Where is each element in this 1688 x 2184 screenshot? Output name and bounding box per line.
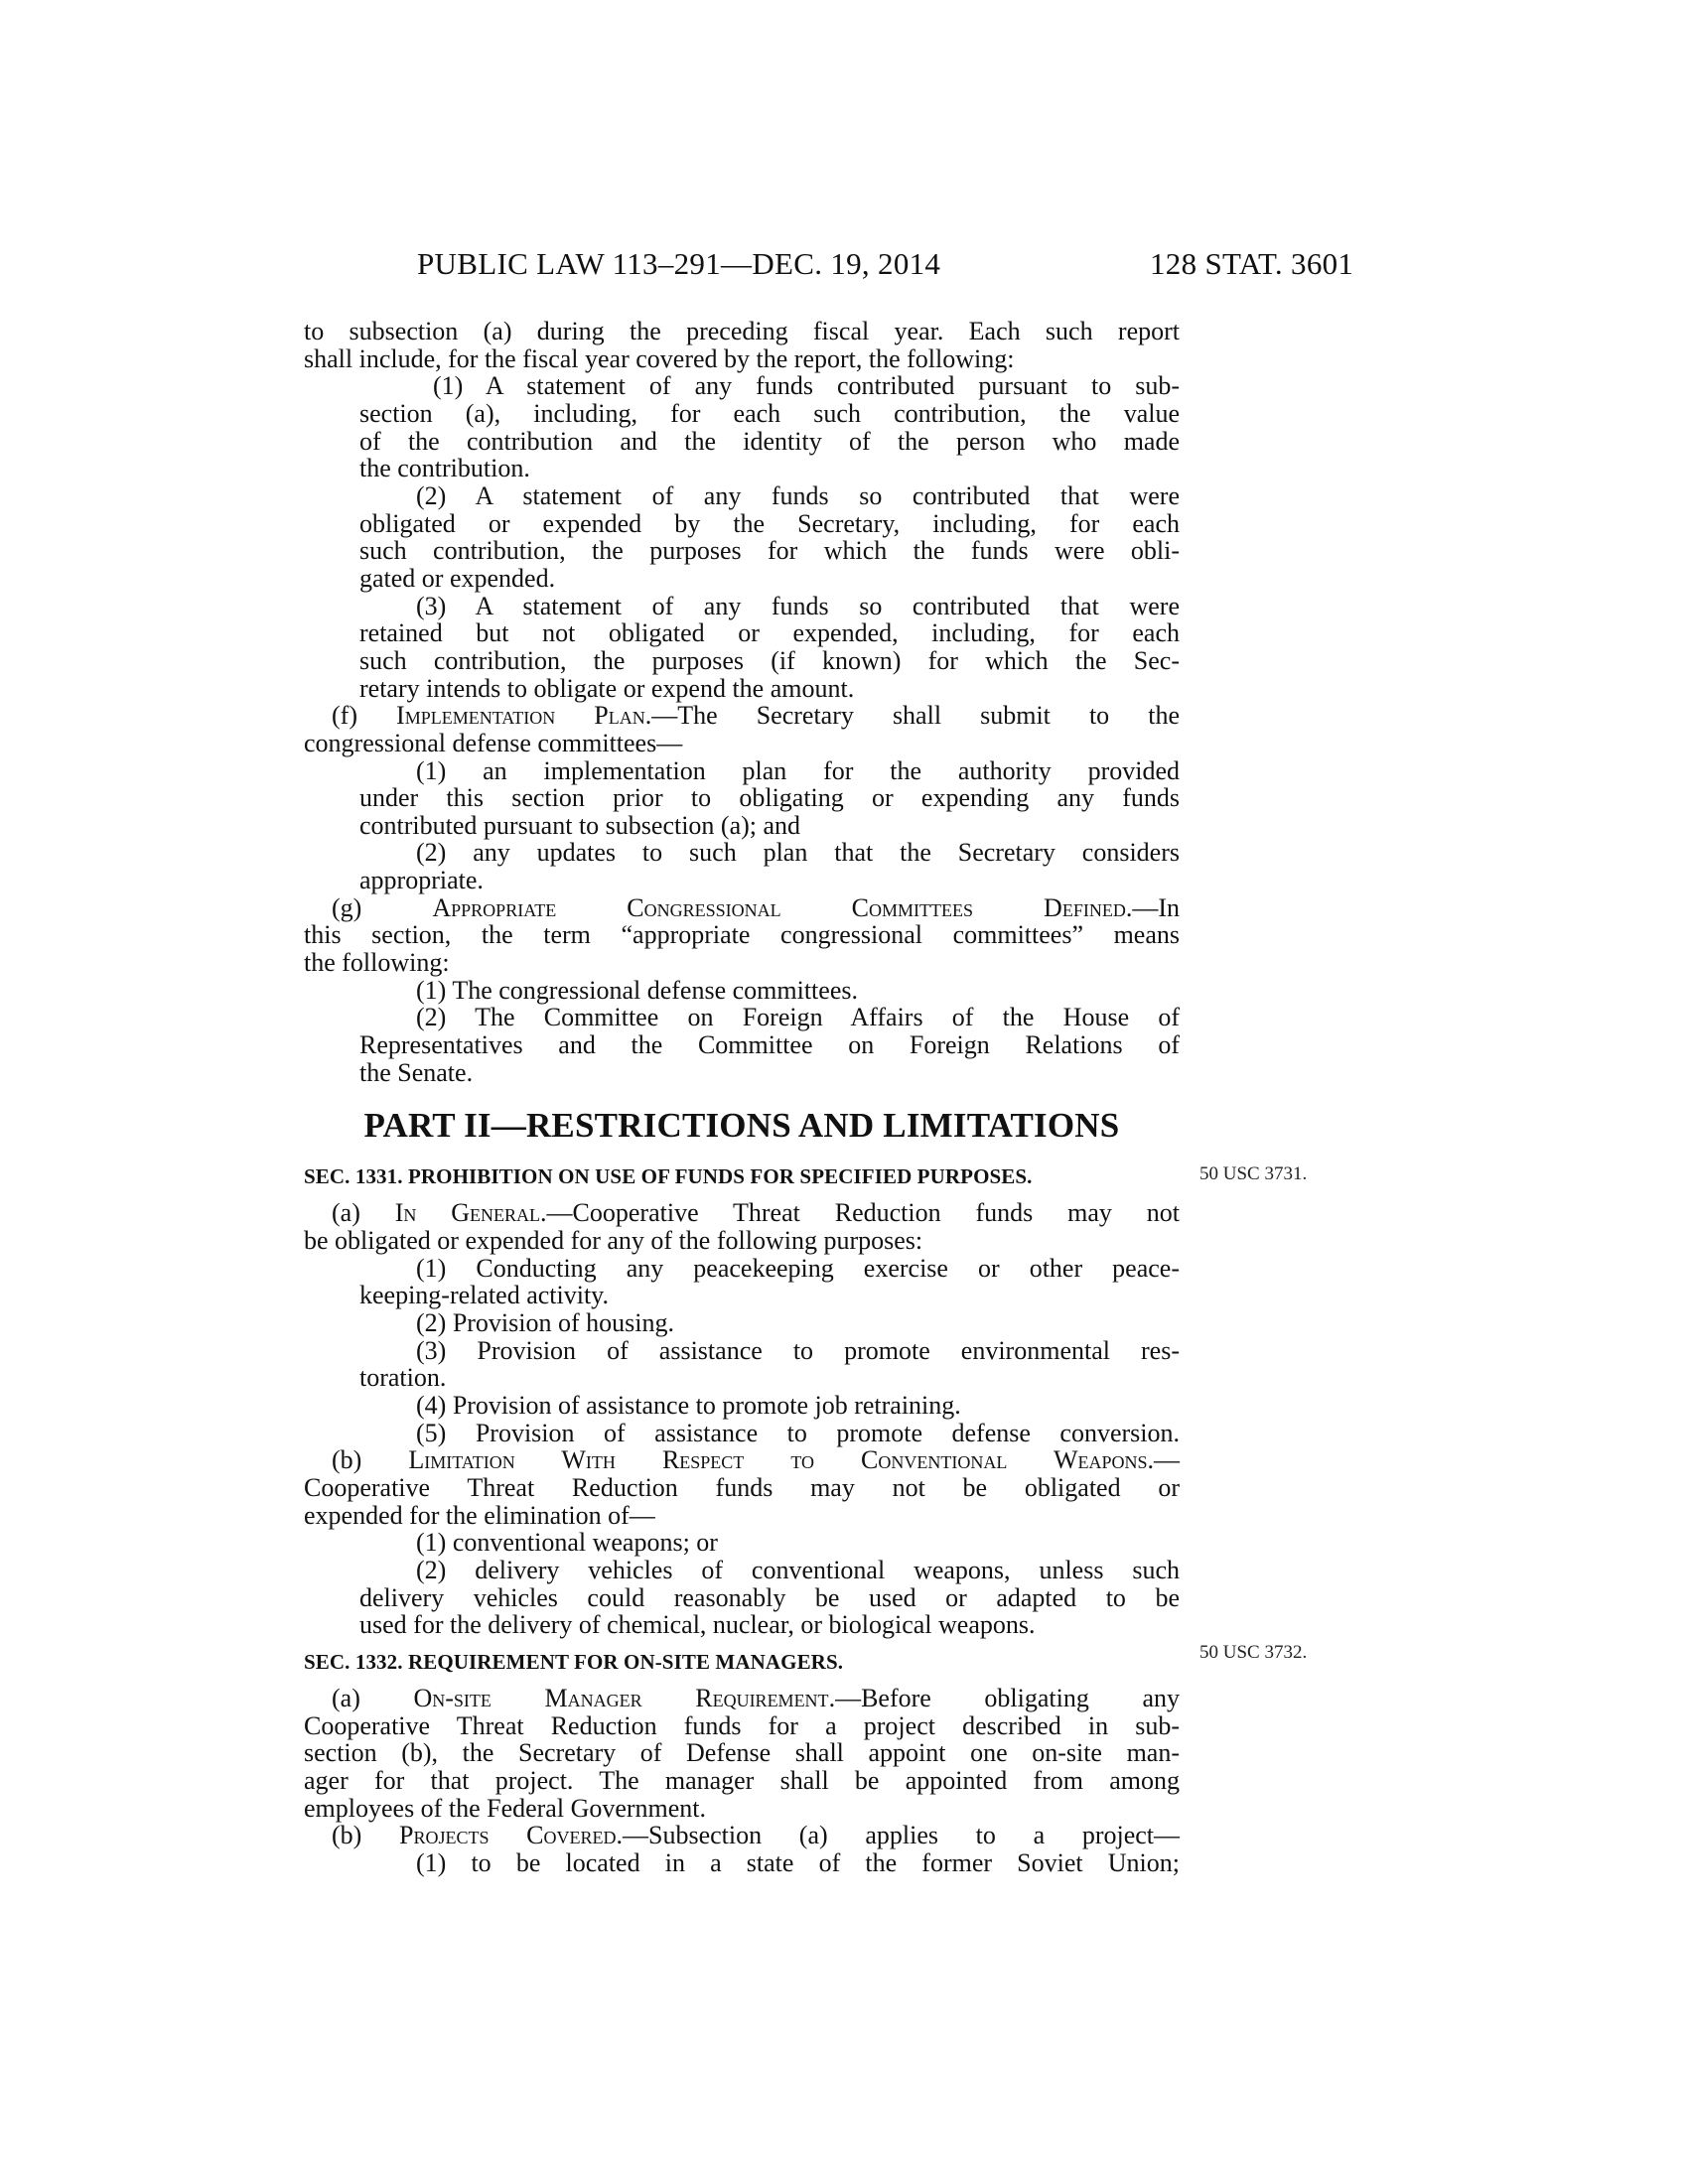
subsection-heading: Limitation With Respect to Conventional Weapons (408, 1445, 1148, 1475)
subsection-heading: Projects Covered (399, 1821, 617, 1850)
section-1332-heading: SEC. 1332. REQUIREMENT FOR ON-SITE MANAGERS. (304, 1649, 844, 1674)
list-item-line: (2) A statement of any funds so contributed that were (416, 480, 1180, 510)
list-item-line: the contribution. (359, 454, 530, 483)
list-item-line: (5) Provision of assistance to promote defense conversion. (416, 1418, 1180, 1447)
section-1331-heading: SEC. 1331. PROHIBITION ON USE OF FUNDS FOR SPECIFIED PURPOSES. (304, 1164, 1033, 1189)
subsection-mark: (f) (332, 701, 397, 731)
body-text (304, 318, 1180, 1876)
subsection-text: .— (1147, 1445, 1180, 1475)
subsection-text: .—Cooperative Threat Reduction funds may not (540, 1198, 1180, 1228)
subsection-mark: (b) (332, 1821, 400, 1850)
list-item-line: (1) an implementation plan for the authority provided (416, 755, 1180, 785)
list-item-line: delivery vehicles could reasonably be used or adapted to be (359, 1582, 1180, 1612)
text-line: expended for the elimination of— (304, 1500, 655, 1530)
text-line: ager for that project. The manager shall be appointed from among (304, 1765, 1180, 1795)
text-line: employees of the Federal Government. (304, 1793, 707, 1823)
list-item-line: (2) delivery vehicles of conventional weapons, unless such (416, 1555, 1180, 1584)
text-line: this section, the term “appropriate congressional committees” means (304, 920, 1180, 950)
subsection-f-line (304, 702, 1180, 730)
list-item-line: (1) A statement of any funds contributed pursuant to sub- (433, 371, 1180, 401)
part-heading: PART II—RESTRICTIONS AND LIMITATIONS (363, 1106, 1120, 1146)
subsection-heading: On-site Manager Requirement (413, 1683, 829, 1712)
subsection-mark: (b) (332, 1445, 409, 1475)
text-line: to subsection (a) during the preceding fiscal year. Each such report (304, 317, 1180, 345)
list-item-line: retained but not obligated or expended, including, for each (359, 618, 1180, 648)
list-item-line: toration. (359, 1363, 447, 1393)
subsection-mark: (a) (332, 1683, 414, 1712)
subsection-b-line (304, 1822, 1180, 1849)
list-item-line: the Senate. (359, 1057, 474, 1087)
list-item-line: under this section prior to obligating or expending any funds (359, 783, 1180, 813)
list-item-line: (3) A statement of any funds so contributed that were (416, 591, 1180, 620)
list-item-line: Representatives and the Committee on Foreign Relations of (359, 1030, 1180, 1060)
list-item-line: (1) Conducting any peacekeeping exercise or other peace- (416, 1253, 1180, 1283)
subsection-heading: Appropriate Congressional Committees Defined (432, 892, 1126, 922)
list-item-line: gated or expended. (359, 563, 556, 593)
list-item-line: retary intends to obligate or expend the amount. (359, 673, 855, 703)
text-line: shall include, for the fiscal year covered by the report, the following: (304, 343, 1015, 373)
list-item-line: such contribution, the purposes (if known) for which the Sec- (359, 645, 1180, 675)
list-item-line: contributed pursuant to subsection (a); and (359, 810, 801, 840)
subsection-text: .—The Secretary shall submit to the (644, 701, 1180, 731)
running-head: PUBLIC LAW 113–291—DEC. 19, 2014 (417, 246, 941, 281)
subsection-mark: (a) (332, 1198, 395, 1228)
list-item-line: (2) The Committee on Foreign Affairs of the House of (416, 1003, 1180, 1032)
text-line: Cooperative Threat Reduction funds for a project described in sub- (304, 1710, 1180, 1740)
list-item-line: (2) Provision of housing. (416, 1308, 674, 1337)
subsection-b-line (304, 1446, 1180, 1474)
subsection-mark: (g) (332, 892, 433, 922)
text-line: Cooperative Threat Reduction funds may not be obligated or (304, 1472, 1180, 1502)
subsection-text: .—Subsection (a) applies to a project— (616, 1821, 1180, 1850)
list-item-line: section (a), including, for each such contribution, the value (359, 398, 1180, 428)
text-line: the following: (304, 948, 450, 978)
list-item-line: (1) The congressional defense committees. (416, 975, 858, 1005)
subsection-heading: In General (394, 1198, 541, 1228)
list-item-line: (1) to be located in a state of the former Soviet Union; (416, 1847, 1180, 1877)
list-item-line: (4) Provision of assistance to promote job retraining. (416, 1390, 961, 1420)
text-line: be obligated or expended for any of the following purposes: (304, 1226, 923, 1256)
subsection-heading: Implementation Plan (396, 701, 645, 731)
stat-page-number: 128 STAT. 3601 (1150, 246, 1354, 281)
list-item-line: obligated or expended by the Secretary, including, for each (359, 508, 1180, 538)
list-item-line: (3) Provision of assistance to promote environmental res- (416, 1335, 1180, 1365)
subsection-g-line (304, 894, 1180, 922)
list-item-line: appropriate. (359, 866, 484, 895)
text-line: congressional defense committees— (304, 728, 683, 757)
list-item-line: of the contribution and the identity of the person who made (359, 426, 1180, 456)
margin-note-usc-3731: 50 USC 3731. (1199, 1163, 1308, 1184)
subsection-text: .—Before obligating any (828, 1683, 1180, 1712)
subsection-a-line (304, 1199, 1180, 1227)
list-item-line: used for the delivery of chemical, nuclear, or biological weapons. (359, 1610, 1036, 1640)
list-item-line: such contribution, the purposes for which the funds were obli- (359, 536, 1180, 566)
margin-note-usc-3732: 50 USC 3732. (1199, 1642, 1308, 1663)
subsection-a-line (304, 1685, 1180, 1712)
list-item-line: (2) any updates to such plan that the Secretary considers (416, 838, 1180, 868)
text-line: section (b), the Secretary of Defense shall appoint one on-site man- (304, 1738, 1180, 1768)
list-item-line: keeping-related activity. (359, 1281, 609, 1310)
subsection-text: .—In (1125, 892, 1180, 922)
list-item-line: (1) conventional weapons; or (416, 1528, 718, 1558)
